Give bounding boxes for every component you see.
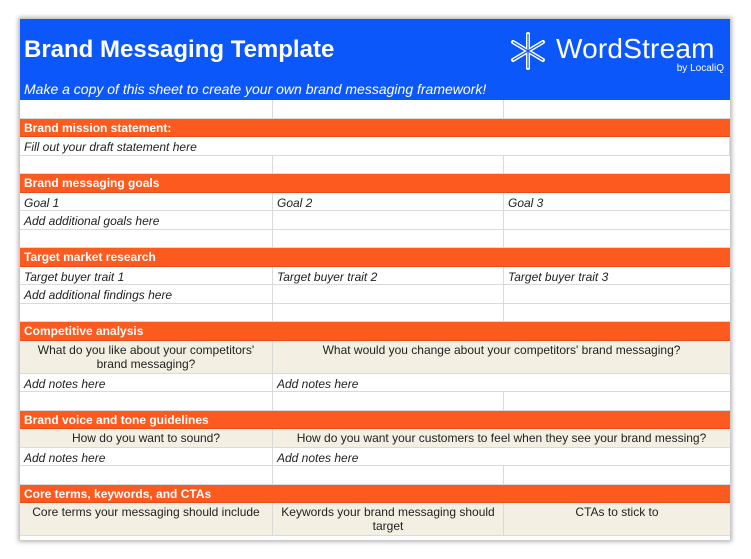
- section-header-research[interactable]: Target market research: [20, 248, 730, 267]
- section-header-core-terms[interactable]: Core terms, keywords, and CTAs: [20, 485, 730, 504]
- goal-1-cell[interactable]: Goal 1: [20, 193, 273, 212]
- sheet-grid: [20, 100, 730, 536]
- keywords-question[interactable]: Keywords your brand messaging should target: [273, 503, 504, 536]
- header-banner: [20, 19, 730, 100]
- logo-byline: by LocaliQ: [676, 63, 724, 74]
- cell[interactable]: [273, 392, 504, 411]
- cell[interactable]: [273, 100, 504, 119]
- cell[interactable]: [20, 156, 273, 175]
- core-terms-question[interactable]: Core terms your messaging should include: [20, 503, 273, 536]
- goal-2-cell[interactable]: Goal 2: [273, 193, 504, 212]
- goal-3-cell[interactable]: Goal 3: [504, 193, 730, 212]
- competitor-notes-1-cell[interactable]: Add notes here: [20, 374, 273, 393]
- cell[interactable]: [504, 211, 730, 230]
- cell[interactable]: [504, 466, 730, 485]
- cell[interactable]: [504, 156, 730, 175]
- cell[interactable]: [504, 392, 730, 411]
- cell[interactable]: [504, 100, 730, 119]
- cell[interactable]: [273, 211, 504, 230]
- page-subtitle: Make a copy of this sheet to create your own brand messaging framework!: [24, 81, 487, 97]
- cell[interactable]: [20, 466, 273, 485]
- logo-wordmark: WordStream: [556, 33, 715, 64]
- cell[interactable]: [504, 230, 730, 249]
- cell[interactable]: [20, 230, 273, 249]
- wordstream-asterisk-icon: [506, 31, 550, 71]
- competitor-change-question[interactable]: What would you change about your competitors' brand messaging?: [273, 341, 730, 374]
- cell[interactable]: [273, 230, 504, 249]
- wordstream-logo: [506, 31, 730, 73]
- voice-sound-question[interactable]: How do you want to sound?: [20, 429, 273, 448]
- buyer-trait-1-cell[interactable]: Target buyer trait 1: [20, 267, 273, 286]
- cell[interactable]: [504, 304, 730, 323]
- section-header-competitive[interactable]: Competitive analysis: [20, 322, 730, 341]
- cell[interactable]: [20, 392, 273, 411]
- competitor-notes-2-cell[interactable]: Add notes here: [273, 374, 730, 393]
- cell[interactable]: [273, 156, 504, 175]
- cell[interactable]: [273, 285, 504, 304]
- buyer-trait-3-cell[interactable]: Target buyer trait 3: [504, 267, 730, 286]
- voice-notes-1-cell[interactable]: Add notes here: [20, 448, 273, 467]
- section-header-voice[interactable]: Brand voice and tone guidelines: [20, 411, 730, 430]
- voice-notes-2-cell[interactable]: Add notes here: [273, 448, 730, 467]
- buyer-trait-2-cell[interactable]: Target buyer trait 2: [273, 267, 504, 286]
- section-header-mission[interactable]: Brand mission statement:: [20, 119, 730, 138]
- section-header-goals[interactable]: Brand messaging goals: [20, 174, 730, 193]
- competitor-like-question[interactable]: What do you like about your competitors' brand messaging?: [20, 341, 273, 374]
- mission-statement-cell[interactable]: Fill out your draft statement here: [20, 137, 730, 156]
- cell[interactable]: [273, 304, 504, 323]
- cell[interactable]: [273, 466, 504, 485]
- additional-findings-cell[interactable]: Add additional findings here: [20, 285, 273, 304]
- cell[interactable]: [20, 304, 273, 323]
- voice-feel-question[interactable]: How do you want your customers to feel when they see your brand messing?: [273, 429, 730, 448]
- page-title: Brand Messaging Template: [24, 36, 335, 63]
- cell[interactable]: [20, 100, 273, 119]
- spreadsheet-frame: [20, 19, 730, 540]
- cell[interactable]: [504, 285, 730, 304]
- additional-goals-cell[interactable]: Add additional goals here: [20, 211, 273, 230]
- ctas-question[interactable]: CTAs to stick to: [504, 503, 730, 536]
